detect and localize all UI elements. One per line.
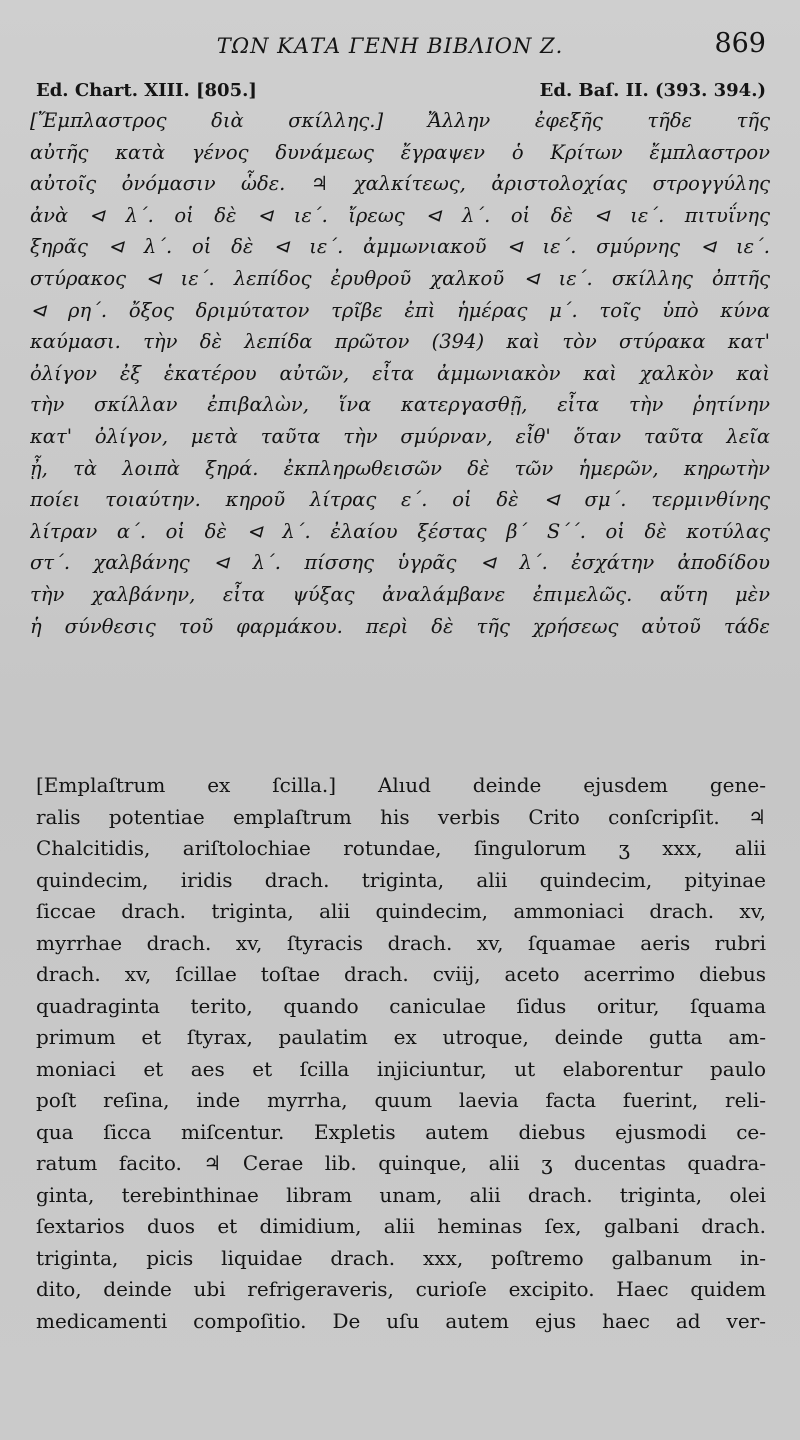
greek-line: κατ' ὀλίγον, μετὰ ταῦτα τὴν σμύρναν, εἶθ' ὅταν ταῦτα λεῖα [30, 424, 770, 448]
latin-line: poſt reſina, inde myrrha, quum laevia facta fuerint, reli- [36, 1088, 766, 1112]
latin-line: ginta, terebinthinae libram unam, alii drach. triginta, olei [36, 1182, 766, 1207]
running-head [0, 28, 800, 68]
edition-chartier: Ed. Chart. XIII. [805.] [36, 80, 257, 101]
greek-line: λίτραν α΄. οἱ δὲ ⊲ λ΄. ἐλαίου ξέστας β΄ S΄΄. οἱ δὲ κοτύλας [30, 519, 770, 543]
greek-line: ὀλίγον ἐξ ἑκατέρου αὐτῶν, εἶτα ἀμμωνιακὸν καὶ χαλκὸν καὶ [30, 361, 770, 385]
greek-line: στ΄. χαλβάνης ⊲ λ΄. πίσσης ὑγρᾶς ⊲ λ΄. ἐσχάτην ἀποδίδου [30, 551, 770, 575]
latin-line: quindecim, iridis drach. triginta, alii quindecim, pityinae [36, 867, 766, 892]
latin-line: triginta, picis liquidae drach. xxx, poſtremo galbanum in- [36, 1245, 766, 1270]
greek-line: ⊲ ρη΄. ὄξος δριμύτατον τρῖβε ἐπὶ ἡμέρας μ΄. τοῖς ὑπὸ κύνα [30, 298, 770, 322]
greek-line: [Ἔμπλαστρος διὰ σκίλλης.] Ἄλλην ἐφεξῆς τῆδε τῆς [30, 109, 770, 132]
latin-line: ſiccae drach. triginta, alii quindecim, ammoniaci drach. xv, [36, 899, 766, 923]
latin-line: medicamenti compoſitio. De uſu autem ejus haec ad ver- [36, 1308, 766, 1333]
greek-line: καύμασι. τὴν δὲ λεπίδα πρῶτον (394) καὶ τὸν στύρακα κατ' [30, 330, 770, 354]
latin-line: drach. xv, ſcillae toſtae drach. cviij, aceto acerrimo diebus [36, 962, 766, 986]
greek-line: αὐτοῖς ὀνόμασιν ὧδε. ♃ χαλκίτεως, ἀριστολοχίας στρογγύλης [30, 172, 770, 196]
greek-line: ποίει τοιαύτην. κηροῦ λίτρας ε΄. οἱ δὲ ⊲ σμ΄. τερμινθίνης [30, 488, 770, 512]
latin-line: ralis potentiae emplaſtrum his verbis Crito conſcripſit. ♃ [36, 804, 766, 829]
greek-line: ξηρᾶς ⊲ λ΄. οἱ δὲ ⊲ ιε΄. ἀμμωνιακοῦ ⊲ ιε΄. σμύρνης ⊲ ιε΄. [30, 235, 770, 259]
latin-line: dito, deinde ubi refrigeraveris, curioſe excipito. Haec quidem [36, 1277, 766, 1301]
greek-text-block [30, 105, 770, 642]
latin-line: primum et ſtyrax, paulatim ex utroque, deinde gutta am- [36, 1025, 766, 1049]
greek-line: ἀνὰ ⊲ λ΄. οἱ δὲ ⊲ ιε΄. ἴρεως ⊲ λ΄. οἱ δὲ ⊲ ιε΄. πιτυΐνης [30, 203, 770, 227]
latin-line: myrrhae drach. xv, ſtyracis drach. xv, ſquamae aeris rubri [36, 930, 766, 955]
running-title: ΤΩΝ ΚΑΤΑ ΓΕΝΗ ΒΙΒΛΙΟΝ Ζ. [216, 34, 564, 58]
latin-line: quadraginta terito, quando caniculae ſidus oritur, ſquama [36, 993, 766, 1018]
latin-line: moniaci et aes et ſcilla injiciuntur, ut elaborentur paulo [36, 1056, 766, 1081]
greek-line: τὴν σκίλλαν ἐπιβαλὼν, ἵνα κατεργασθῇ, εἶτα τὴν ῥητίνην [30, 393, 770, 417]
page-number: 869 [714, 28, 766, 59]
latin-line: ſextarios duos et dimidium, alii heminas ſex, galbani drach. [36, 1214, 766, 1238]
edition-basel: Ed. Baſ. II. (393. 394.) [539, 80, 766, 101]
greek-line: αὐτῆς κατὰ γένος δυνάμεως ἔγραψεν ὁ Κρίτων ἔμπλαστρον [30, 140, 770, 164]
latin-text-block [36, 770, 766, 1337]
greek-line: ἡ σύνθεσις τοῦ φαρμάκου. περὶ δὲ τῆς χρήσεως αὐτοῦ τάδε [30, 614, 770, 638]
latin-line: qua ſicca miſcentur. Expletis autem diebus ejusmodi ce- [36, 1119, 766, 1144]
latin-line: ratum facito. ♃ Cerae lib. quinque, alii ʒ ducentas quadra- [36, 1151, 766, 1175]
latin-line: Chalcitidis, ariſtolochiae rotundae, ſingulorum ʒ xxx, alii [36, 836, 766, 860]
greek-line: ᾖ, τὰ λοιπὰ ξηρά. ἐκπληρωθεισῶν δὲ τῶν ἡμερῶν, κηρωτὴν [30, 456, 770, 480]
greek-line: τὴν χαλβάνην, εἶτα ψύξας ἀναλάμβανε ἐπιμελῶς. αὕτη μὲν [30, 582, 770, 606]
greek-line: στύρακος ⊲ ιε΄. λεπίδος ἐρυθροῦ χαλκοῦ ⊲ ιε΄. σκίλλης ὀπτῆς [30, 266, 770, 290]
latin-line: [Emplaſtrum ex ſcilla.] Alıud deinde ejusdem gene- [36, 773, 766, 797]
